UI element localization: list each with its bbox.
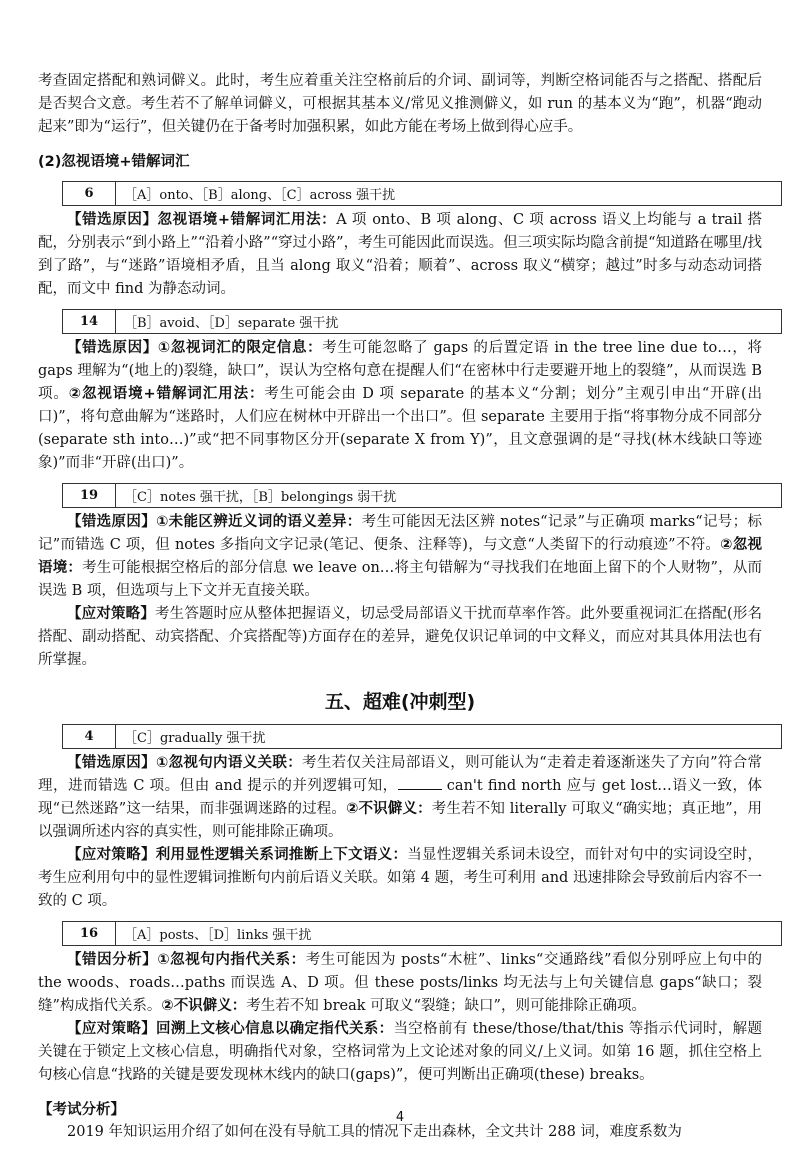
q4-strategy-text: 当显性逻辑关系词未设空，而针对句中的实词设空时，考生应利用句中的显性逻辑词推断句内前后语义关联。如第 4 题，考生可利用 and 迅速排除会导致前后内容不一致的 C 项。 xyxy=(38,847,762,909)
question-options: ［B］avoid、［D］separate 强干扰 xyxy=(124,316,339,331)
q4-label: 【错选原因】 xyxy=(67,755,156,771)
q4-part2-text: 考生若不知 literally 可取义“确实地；真正地”，用以强调所述内容的真实性，则可能排除正确项。 xyxy=(38,801,762,840)
q19-part1-label: ①未能区辨近义词的语义差异： xyxy=(156,514,362,530)
q19-part2-label: ②忽视语境： xyxy=(38,537,763,576)
q14-part2-label: ②忽视语境+错解词汇用法： xyxy=(68,386,265,402)
q4-strategy xyxy=(38,844,762,913)
q19-analysis xyxy=(38,511,762,603)
intro-paragraph: 考查固定搭配和熟词僻义。此时，考生应着重关注空格前后的介词、副词等，判断空格词能否与之搭配、搭配后是否契合文意。考生若不了解单词僻义，可根据其基本义/常见义推测僻义，如 run 的基本义为“跑”，机器“跑动起来”即为“运行”，但关键仍在于备考时加强积累，如此方能在考场上做到得心应手。 xyxy=(38,73,762,135)
question-box-6 xyxy=(62,181,782,206)
question-number: 19 xyxy=(63,484,116,507)
q19-label: 【错选原因】 xyxy=(67,514,157,530)
q4-part1-label: ①忽视句内语义关联： xyxy=(155,755,303,771)
question-options: ［C］notes 强干扰，［B］belongings 弱干扰 xyxy=(124,490,397,505)
q14-part1-label: ①忽视词汇的限定信息： xyxy=(157,340,323,356)
q19-strategy-text: 考生答题时应从整体把握语义，切忌受局部语义干扰而草率作答。此外要重视词汇在搭配(形名搭配、副动搭配、动宾搭配、介宾搭配等)方面存在的差异，避免仅识记单词的中文释义，而应对其具体用法也有所掌握。 xyxy=(38,606,763,668)
q16-analysis xyxy=(38,949,762,1018)
q4-analysis xyxy=(38,752,762,844)
q19-strategy xyxy=(38,603,762,672)
exam-analysis-heading: 【考试分析】 xyxy=(38,1102,125,1118)
exam-analysis-text: 2019 年知识运用介绍了如何在没有导航工具的情况下走出森林，全文共计 288 词，难度系数为 xyxy=(67,1124,682,1140)
question-box-14 xyxy=(62,309,782,334)
question-box-16 xyxy=(62,921,782,946)
question-options: ［A］onto、［B］along、［C］across 强干扰 xyxy=(124,188,396,203)
q16-part2-label: ②不识僻义： xyxy=(161,998,247,1014)
q16-part1-text: 考生可能因为 posts“木桩”、links“交通路线”看似分别呼应上句中的 the woods、roads…paths 而误选 A、D 项。但 these posts/links 均无法与上句关键信息 gaps“缺口；裂缝”构成指代关系。 xyxy=(38,952,763,1014)
q4-part1-text-a: 考生若仅关注局部语义，则可能认为“走着走着逐渐迷失了方向”符合常理，进而错选 C 项。但由 and 提示的并列逻辑可知， xyxy=(38,755,763,794)
subsection-heading: (2)忽视语境+错解词汇 xyxy=(38,154,190,170)
q14-label: 【错选原因】 xyxy=(67,340,158,356)
q16-strategy-text: 当空格前有 these/those/that/this 等指示代词时，解题关键在于锁定上文核心信息，明确指代对象，空格词常为上文论述对象的同义/上义词。如第 16 题，抓住空格上句核心信息“找路的关键是要发现林木线内的缺口(gaps)”，便可判断出正确项(these) breaks。 xyxy=(38,1021,762,1083)
q14-analysis xyxy=(38,337,762,475)
q19-part2-text: 考生可能根据空格后的部分信息 we leave on…将主句错解为“寻找我们在地面上留下的个人财物”，从而误选 B 项，但选项与上下文并无直接关联。 xyxy=(38,560,763,599)
question-options: ［A］posts、［D］links 强干扰 xyxy=(124,928,312,943)
q19-strategy-label: 【应对策略】 xyxy=(67,606,156,622)
question-number: 6 xyxy=(63,182,116,205)
q16-part2-text: 考生若不知 break 可取义“裂缝；缺口”，则可能排除正确项。 xyxy=(246,998,646,1014)
section-title: 五、超难(冲刺型) xyxy=(324,691,476,713)
q6-analysis xyxy=(38,209,762,301)
question-number: 4 xyxy=(63,725,116,748)
question-box-19 xyxy=(62,483,782,508)
question-box-4 xyxy=(62,724,782,749)
q4-part2-label: ②不识僻义： xyxy=(346,801,432,817)
question-number: 16 xyxy=(63,922,116,945)
q16-part1-label: ①忽视句内指代关系： xyxy=(157,952,306,968)
q16-strategy-label: 【应对策略】回溯上文核心信息以确定指代关系： xyxy=(67,1021,394,1037)
q19-part1-text: 考生可能因无法区辨 notes“记录”与正确项 marks“记号；标记”而错选 C 项，但 notes 多指向文字记录(笔记、便条、注释等)，与文意“人类留下的行动痕迹”不符。 xyxy=(38,514,762,553)
q6-text: A 项 onto、B 项 along、C 项 across 语义上均能与 a trail 搭配，分别表示“到小路上”“沿着小路”“穿过小路”，考生可能因此而误选。但三项实际均隐含前提“知道路在哪里/找到了路”，与“迷路”语境相矛盾，且当 along 取义“沿着；顺着”、across 取义“横穿；越过”时多与动态动词搭配，而文中 find 为静态动词。 xyxy=(38,212,762,297)
q14-part2-text: 考生可能会由 D 项 separate 的基本义“分割；划分”主观引申出“开辟(出口)”，将句意曲解为“迷路时，人们应在树林中开辟出一个出口”。但 separate 主要用于指“将事物分成不同部分(separate sth into…)”或“把不同事物区分开(separate X from Y)”，且文意强调的是“寻找(林木线缺口等迹象)”而非“开辟(出口)”。 xyxy=(38,386,762,471)
question-number: 14 xyxy=(63,310,116,333)
page-number: 4 xyxy=(395,1110,405,1125)
q4-strategy-label: 【应对策略】利用显性逻辑关系词推断上下文语义： xyxy=(67,847,408,863)
question-options: ［C］gradually 强干扰 xyxy=(124,731,266,746)
q6-label: 【错选原因】忽视语境+错解词汇用法： xyxy=(67,212,337,228)
q16-strategy xyxy=(38,1018,762,1087)
q14-part1-text: 考生可能忽略了 gaps 的后置定语 in the tree line due to…，将 gaps 理解为“(地上的)裂缝，缺口”，误认为空格句意在提醒人们“在密林中行走要避开地上的裂缝”，从而误选 B 项。 xyxy=(38,340,763,402)
q4-part1-text-b: can't find north 应与 get lost…语义一致，体现“已然迷路”这一结果，而非强调迷路的过程。 xyxy=(38,778,763,817)
q16-label: 【错因分析】 xyxy=(67,952,158,968)
answer-blank xyxy=(398,775,442,790)
